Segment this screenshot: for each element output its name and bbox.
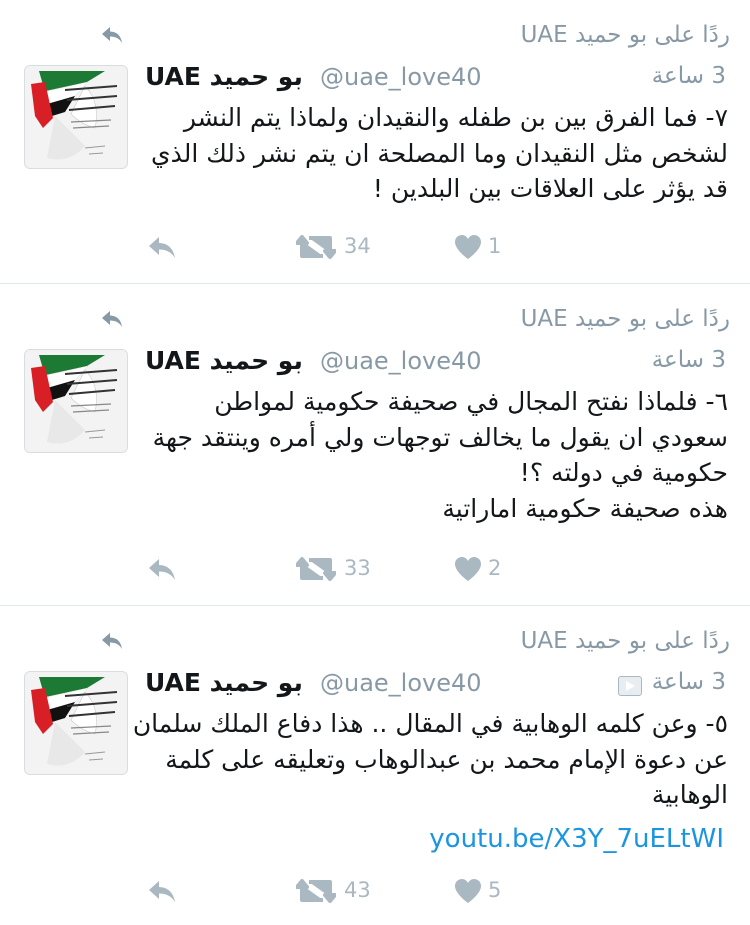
- like-count: 1: [488, 234, 502, 258]
- tweet-text-line: سعودي ان يقول ما يخالف توجهات ولي أمره وينتقد جهة: [152, 422, 728, 452]
- tweet-text: [145, 384, 728, 526]
- avatar[interactable]: [24, 349, 128, 453]
- reply-button[interactable]: [146, 556, 178, 586]
- retweet-count: 33: [344, 556, 371, 580]
- avatar[interactable]: [24, 671, 128, 775]
- tweet-header: [145, 668, 726, 704]
- tweet-text-line: لشخص مثل النقيدان وما المصلحة ان يتم نشر ذلك الذي: [151, 138, 728, 168]
- play-video-icon: [618, 676, 642, 696]
- like-button[interactable]: [454, 556, 504, 586]
- username[interactable]: @uae_love40: [320, 669, 482, 697]
- tweet-text-line: هذه صحيفة حكومية اماراتية: [442, 493, 728, 523]
- retweet-button[interactable]: [296, 234, 386, 264]
- tweet-text-line: الوهابية: [651, 780, 728, 809]
- display-name[interactable]: بو حميد UAE: [145, 62, 303, 91]
- username[interactable]: @uae_love40: [320, 63, 482, 91]
- in-reply-to-context[interactable]: ردًا على بو حميد UAE: [520, 22, 730, 48]
- tweet[interactable]: [0, 606, 750, 925]
- reply-icon: [100, 309, 124, 329]
- reply-icon: [100, 631, 124, 651]
- tweet-header: [145, 62, 726, 98]
- tweet-text-line: قد يؤثر على العلاقات بين البلدين !: [372, 174, 728, 203]
- in-reply-to-context[interactable]: ردًا على بو حميد UAE: [520, 628, 730, 654]
- reply-button[interactable]: [146, 878, 178, 908]
- tweet-text-line: عن دعوة الإمام محمد بن عبدالوهاب وتعليقه على كلمة: [165, 744, 728, 774]
- timestamp[interactable]: 3 ساعة: [651, 669, 726, 695]
- in-reply-to-context[interactable]: ردًا على بو حميد UAE: [520, 306, 730, 332]
- username[interactable]: @uae_love40: [320, 347, 482, 375]
- retweet-button[interactable]: [296, 878, 386, 908]
- timestamp[interactable]: 3 ساعة: [651, 63, 726, 89]
- avatar[interactable]: [24, 65, 128, 169]
- reply-button[interactable]: [146, 234, 178, 264]
- tweet-text-line: ٥- وعن كلمه الوهابية في المقال .. هذا دفاع الملك سلمان: [132, 709, 728, 738]
- tweet-text-line: ٧- فما الفرق بين بن طفله والنقيدان ولماذا يتم النشر: [183, 103, 728, 132]
- like-button[interactable]: [454, 234, 504, 264]
- video-link[interactable]: youtu.be/X3Y_7uELtWI: [429, 824, 724, 854]
- tweet-text: [132, 706, 728, 813]
- tweet-header: [145, 346, 726, 382]
- retweet-button[interactable]: [296, 556, 386, 586]
- retweet-count: 43: [344, 878, 371, 902]
- display-name[interactable]: بو حميد UAE: [145, 346, 303, 375]
- like-count: 5: [488, 878, 502, 902]
- tweet-text-line: ٦- فلماذا نفتح المجال في صحيفة حكومية لمواطن: [214, 387, 728, 416]
- tweet-text-line: حكومية في دولته ؟!: [519, 458, 728, 487]
- tweet-text: [145, 100, 728, 207]
- like-button[interactable]: [454, 878, 504, 908]
- like-count: 2: [488, 556, 502, 580]
- reply-icon: [100, 25, 124, 45]
- retweet-count: 34: [344, 234, 371, 258]
- tweet[interactable]: [0, 0, 750, 283]
- tweet[interactable]: [0, 284, 750, 605]
- display-name[interactable]: بو حميد UAE: [145, 668, 303, 697]
- timestamp[interactable]: 3 ساعة: [651, 347, 726, 373]
